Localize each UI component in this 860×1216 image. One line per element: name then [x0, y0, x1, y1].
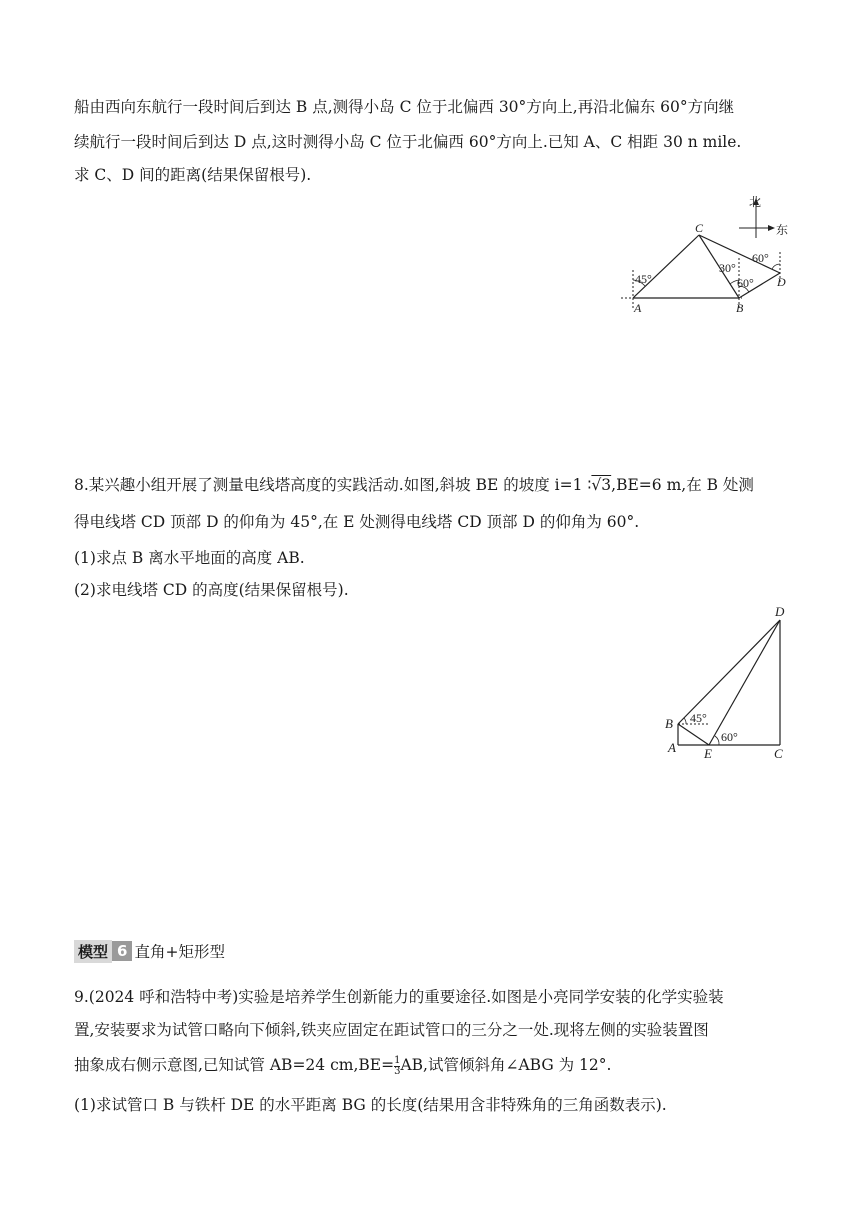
angle-60-label: 60°	[721, 730, 738, 744]
north-label: 北	[749, 195, 762, 209]
angle-60-bottom-label: 60°	[737, 276, 754, 290]
problem7-line1: 船由西向东航行一段时间后到达 B 点,测得小岛 C 位于北偏西 30°方向上,再沿北偏东 60°方向继	[74, 98, 735, 116]
point-a-label: A	[668, 740, 676, 755]
angle-45-label: 45°	[635, 272, 652, 286]
point-c-label: C	[774, 746, 783, 761]
problem8-figure	[660, 600, 800, 770]
east-label: 东	[776, 223, 789, 237]
problem9-line3-end: AB,试管倾斜角∠ABG 为 12°.	[400, 1056, 612, 1074]
problem8-line1-end: ,BE=6 m,在 B 处测	[611, 476, 754, 494]
problem8-q1: (1)求点 B 离水平地面的高度 AB.	[74, 549, 305, 567]
point-b-label: B	[736, 301, 744, 315]
problem8-line1-start: 8.某兴趣小组开展了测量电线塔高度的实践活动.如图,斜坡 BE 的坡度 i=1 ∶	[74, 476, 592, 494]
problem8-q2: (2)求电线塔 CD 的高度(结果保留根号).	[74, 581, 349, 599]
problem9-q1: (1)求试管口 B 与铁杆 DE 的水平距离 BG 的长度(结果用含非特殊角的三角函数表示).	[74, 1096, 667, 1114]
point-c-label: C	[695, 221, 704, 235]
section-title: 直角+矩形型	[134, 943, 225, 961]
point-d-label: D	[777, 275, 786, 289]
fraction-denominator: 3	[394, 1065, 401, 1077]
problem9-line3	[74, 1053, 611, 1077]
problem7-line2: 续航行一段时间后到达 D 点,这时测得小岛 C 位于北偏西 60°方向上.已知 A、C 相距 30 n mile.	[74, 133, 742, 151]
angle-45-label: 45°	[690, 711, 707, 725]
angle-30-label: 30°	[719, 261, 736, 275]
point-a-label: A	[634, 301, 642, 315]
problem9-line3-start: 抽象成右侧示意图,已知试管 AB=24 cm,BE=	[74, 1056, 395, 1074]
point-e-label: E	[704, 746, 712, 761]
angle-60-top-label: 60°	[752, 251, 769, 265]
section-badge-number: 6	[112, 941, 132, 961]
problem8-line2: 得电线塔 CD 顶部 D 的仰角为 45°,在 E 处测得电线塔 CD 顶部 D 的仰角为 60°.	[74, 513, 640, 531]
problem7-line3: 求 C、D 间的距离(结果保留根号).	[74, 166, 312, 184]
section-badge-word: 模型	[74, 940, 112, 963]
sqrt3: √3	[591, 476, 612, 494]
problem9-line1: 9.(2024 呼和浩特中考)实验是培养学生创新能力的重要途径.如图是小亮同学安装的化学实验装	[74, 988, 724, 1006]
fraction-numerator: 1	[394, 1054, 401, 1066]
problem7-figure	[615, 190, 805, 320]
point-d-label: D	[775, 604, 785, 619]
problem8-line1	[74, 473, 754, 495]
problem9-line2: 置,安装要求为试管口略向下倾斜,铁夹应固定在距试管口的三分之一处.现将左侧的实验装置图	[74, 1021, 709, 1039]
point-b-label: B	[665, 716, 673, 731]
section-heading	[74, 940, 225, 962]
